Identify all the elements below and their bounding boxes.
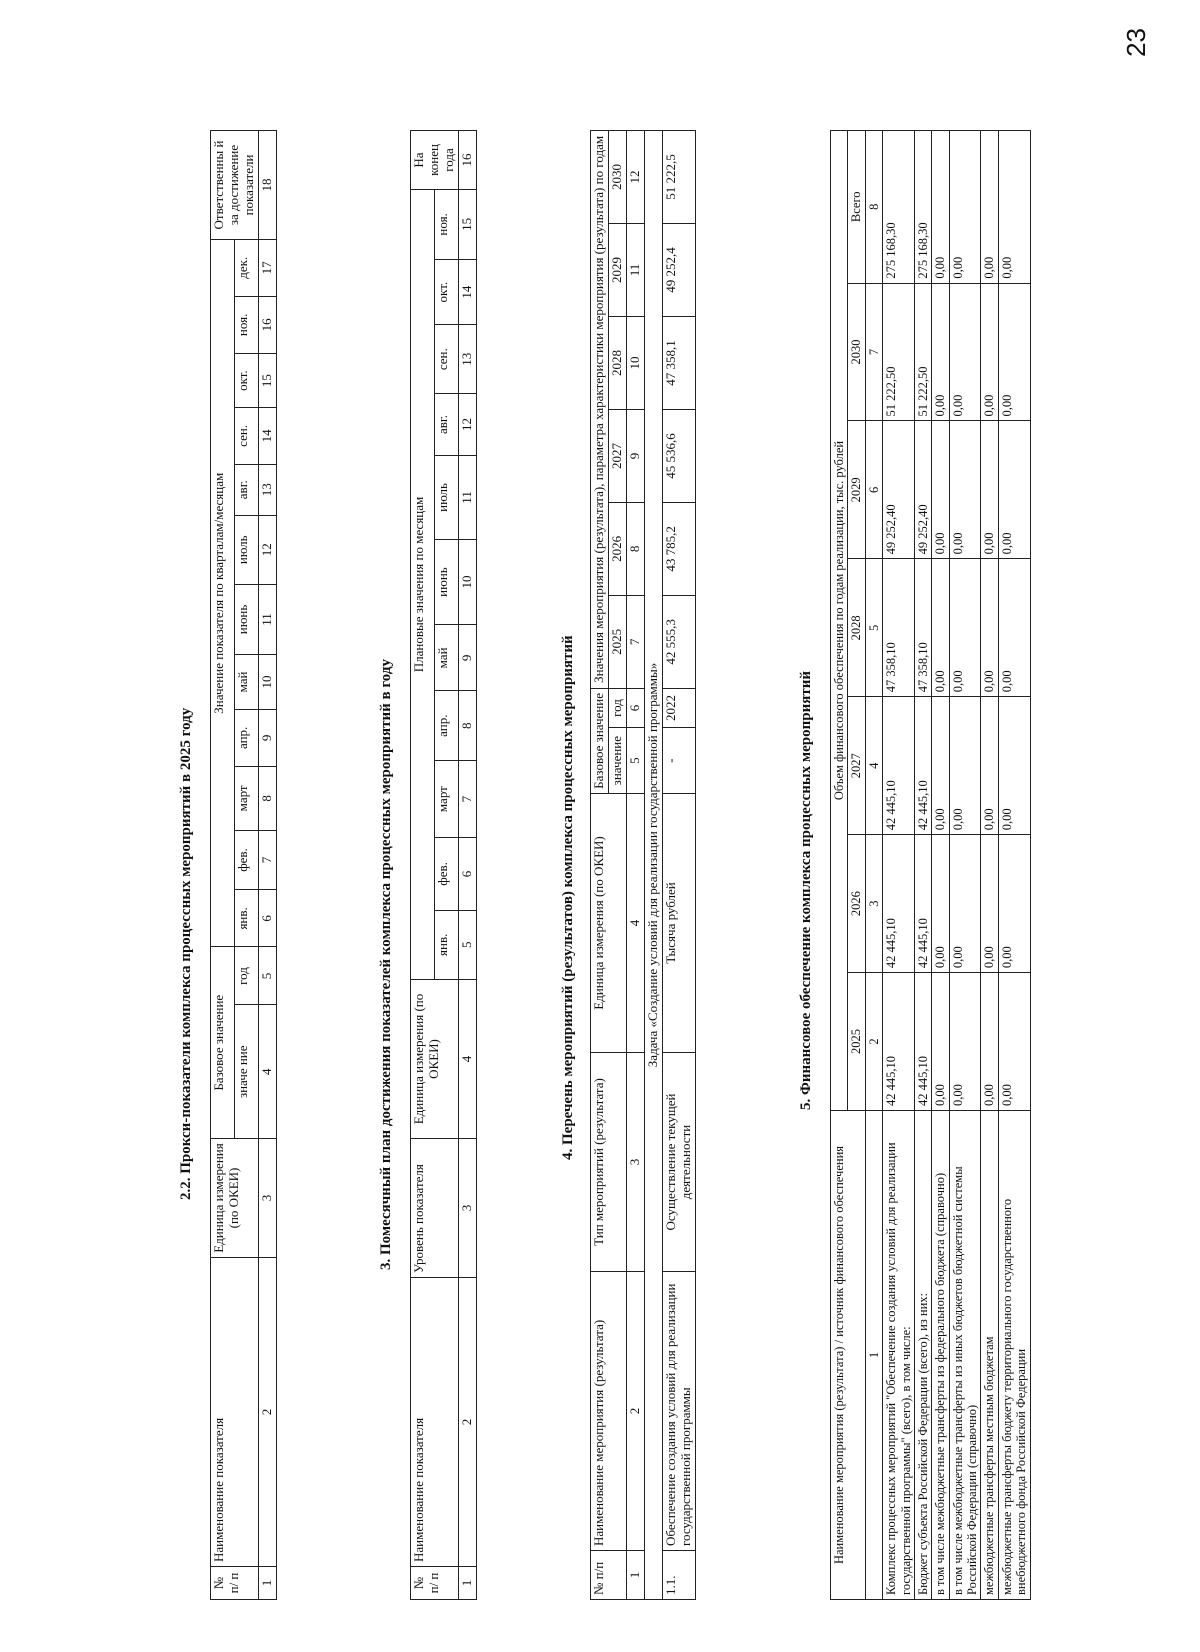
table-row bbox=[981, 131, 998, 1600]
column-number-row bbox=[865, 131, 882, 1600]
row-unit: Тысяча рублей bbox=[662, 794, 695, 1053]
row-value: 0,00 bbox=[932, 835, 949, 973]
section-5-title: 5. Финансовое обеспечение комплекса процессных мероприятий bbox=[798, 671, 814, 1110]
year-header: 2026 bbox=[608, 502, 626, 595]
row-value: 0,00 bbox=[998, 421, 1030, 559]
month-header: июнь bbox=[234, 584, 258, 654]
col-number: 8 bbox=[865, 131, 882, 284]
col-number: 4 bbox=[458, 980, 476, 1139]
row-value: 51 222,50 bbox=[883, 283, 915, 421]
col-number: 1 bbox=[258, 1567, 276, 1600]
row-base-value: - bbox=[662, 728, 695, 794]
col-responsible: Ответственны й за достижение показатели bbox=[211, 131, 259, 240]
row-value: 0,00 bbox=[949, 283, 981, 421]
col-number: 5 bbox=[626, 728, 644, 794]
col-number: 4 bbox=[626, 794, 644, 1053]
col-number: 17 bbox=[258, 240, 276, 297]
col-end-of-year: На конец года bbox=[411, 131, 459, 190]
col-number: 4 bbox=[865, 697, 882, 835]
month-header: ноя. bbox=[434, 190, 458, 260]
row-value: 0,00 bbox=[932, 559, 949, 697]
row-name: Комплекс процессных мероприятий "Обеспечение создания условий для реализации государственной программы" (всего), в том числе: bbox=[883, 1111, 915, 1600]
row-total: 275 168,30 bbox=[914, 131, 931, 284]
row-name: Бюджет субъекта Российской Федерации (всего), из них: bbox=[914, 1111, 931, 1600]
monthly-plan-table bbox=[410, 130, 477, 1600]
col-number: 16 bbox=[458, 131, 476, 190]
col-number: 10 bbox=[258, 655, 276, 710]
row-value: 47 358,10 bbox=[883, 559, 915, 697]
table-row bbox=[662, 131, 695, 1600]
year-header: 2027 bbox=[608, 409, 626, 502]
month-header: июль bbox=[434, 456, 458, 540]
year-header: 2030 bbox=[848, 283, 865, 421]
col-number: 11 bbox=[258, 584, 276, 654]
col-number: 8 bbox=[458, 691, 476, 760]
table-row bbox=[932, 131, 949, 1600]
col-number: 3 bbox=[258, 1139, 276, 1258]
year-header: 2025 bbox=[848, 973, 865, 1111]
row-no: 1.1. bbox=[662, 1551, 695, 1600]
row-value: 0,00 bbox=[949, 421, 981, 559]
month-header: сен. bbox=[434, 325, 458, 394]
row-value: 0,00 bbox=[981, 973, 998, 1111]
col-plan: Плановые значения по месяцам bbox=[411, 190, 435, 980]
col-number: 2 bbox=[258, 1258, 276, 1567]
row-value: 0,00 bbox=[949, 973, 981, 1111]
row-total: 0,00 bbox=[949, 131, 981, 284]
col-number: 3 bbox=[865, 835, 882, 973]
col-base-value: значение bbox=[608, 728, 626, 794]
col-base: Базовое значение bbox=[211, 947, 235, 1139]
row-value: 0,00 bbox=[932, 973, 949, 1111]
measures-list-table bbox=[590, 130, 696, 1600]
row-value: 0,00 bbox=[981, 283, 998, 421]
page-number: 23 bbox=[1121, 28, 1151, 57]
table-row bbox=[914, 131, 931, 1600]
col-number: 14 bbox=[458, 259, 476, 325]
col-number: 1 bbox=[865, 1111, 882, 1600]
row-value: 49 252,4 bbox=[662, 224, 695, 317]
row-value: 42 555,3 bbox=[662, 595, 695, 688]
col-base: Базовое значение bbox=[591, 688, 609, 793]
row-value: 42 445,10 bbox=[883, 697, 915, 835]
col-name: Наименование мероприятия (результата) / источник финансового обеспечения bbox=[831, 1111, 866, 1600]
col-number: 9 bbox=[626, 409, 644, 502]
col-number: 7 bbox=[865, 283, 882, 421]
column-number-row bbox=[258, 131, 276, 1600]
column-number-row bbox=[458, 131, 476, 1600]
col-number: 4 bbox=[258, 1005, 276, 1139]
col-number: 3 bbox=[626, 1053, 644, 1272]
month-header: янв. bbox=[434, 910, 458, 979]
table-row bbox=[883, 131, 915, 1600]
col-number: 11 bbox=[458, 456, 476, 540]
col-number: 12 bbox=[258, 515, 276, 584]
col-name: Наименование показателя bbox=[211, 1258, 259, 1567]
col-name: Наименование мероприятия (результата) bbox=[591, 1272, 627, 1551]
col-number: 18 bbox=[258, 131, 276, 240]
section-2-2-title: 2.2. Прокси-показатели комплекса процессных мероприятий в 2025 году bbox=[178, 707, 194, 1200]
col-number: 15 bbox=[258, 354, 276, 408]
row-value: 0,00 bbox=[998, 697, 1030, 835]
col-number: 8 bbox=[258, 766, 276, 830]
table-row bbox=[949, 131, 981, 1600]
section-3-title: 3. Помесячный план достижения показателей комплекса процессных мероприятий в году bbox=[378, 659, 394, 1270]
col-number: 7 bbox=[626, 595, 644, 688]
row-value: 51 222,50 bbox=[914, 283, 931, 421]
col-number: 1 bbox=[626, 1551, 644, 1600]
row-value: 0,00 bbox=[981, 421, 998, 559]
row-name: в том числе межбюджетные трансферты из иных бюджетов бюджетной системы Российской Федерации (справочно) bbox=[949, 1111, 981, 1600]
month-header: авг. bbox=[234, 464, 258, 515]
col-base-year: год bbox=[234, 947, 258, 1005]
col-no: № п/ п bbox=[211, 1567, 259, 1600]
row-value: 0,00 bbox=[932, 697, 949, 835]
year-header: 2028 bbox=[608, 317, 626, 410]
table-row bbox=[998, 131, 1030, 1600]
col-number: 15 bbox=[458, 190, 476, 260]
financing-table bbox=[830, 130, 1031, 1600]
month-header: окт. bbox=[434, 259, 458, 325]
col-unit: Единица измерения (по ОКЕИ) bbox=[211, 1139, 259, 1258]
col-number: 6 bbox=[458, 838, 476, 910]
col-name: Наименование показателя bbox=[411, 1278, 459, 1567]
row-total: 275 168,30 bbox=[883, 131, 915, 284]
col-number: 2 bbox=[865, 973, 882, 1111]
col-number: 8 bbox=[626, 502, 644, 595]
col-unit: Единица измерения (по ОКЕИ) bbox=[591, 794, 627, 1053]
month-header: апр. bbox=[234, 709, 258, 766]
month-header: июль bbox=[234, 515, 258, 584]
row-value: 49 252,40 bbox=[883, 421, 915, 559]
row-value: 0,00 bbox=[998, 835, 1030, 973]
col-number: 13 bbox=[458, 325, 476, 394]
col-values: Значение показателя по кварталам/месяцам bbox=[211, 240, 235, 947]
col-number: 13 bbox=[258, 464, 276, 515]
column-number-row bbox=[626, 131, 644, 1600]
col-number: 12 bbox=[626, 131, 644, 224]
row-value: 51 222,5 bbox=[662, 131, 695, 224]
col-number: 7 bbox=[458, 760, 476, 837]
month-header: янв. bbox=[234, 890, 258, 947]
row-name: межбюджетные трансферты местным бюджетам bbox=[981, 1111, 998, 1600]
col-number: 2 bbox=[458, 1278, 476, 1567]
col-no: № п/ п bbox=[411, 1567, 459, 1600]
col-number: 5 bbox=[258, 947, 276, 1005]
row-value: 42 445,10 bbox=[914, 973, 931, 1111]
month-header: сен. bbox=[234, 408, 258, 464]
row-total: 0,00 bbox=[932, 131, 949, 284]
col-base-value: значе ние bbox=[234, 1005, 258, 1139]
row-value: 0,00 bbox=[998, 559, 1030, 697]
month-header: май bbox=[234, 655, 258, 710]
rotated-page-content bbox=[60, 70, 1160, 1630]
col-no: № п/п bbox=[591, 1551, 627, 1600]
row-value: 42 445,10 bbox=[883, 835, 915, 973]
col-number: 14 bbox=[258, 408, 276, 464]
month-header: апр. bbox=[434, 691, 458, 760]
row-name: Обеспечение создания условий для реализации государственной программы bbox=[662, 1272, 695, 1551]
row-value: 42 445,10 bbox=[914, 697, 931, 835]
col-total: Всего bbox=[848, 131, 865, 284]
col-number: 6 bbox=[626, 688, 644, 727]
month-header: авг. bbox=[434, 393, 458, 455]
row-value: 0,00 bbox=[949, 835, 981, 973]
row-value: 0,00 bbox=[949, 559, 981, 697]
col-level: Уровень показателя bbox=[411, 1139, 459, 1278]
col-base-year: год bbox=[608, 688, 626, 727]
col-number: 9 bbox=[258, 709, 276, 766]
task-label: Задача «Создание условий для реализации государственной программы» bbox=[644, 131, 662, 1600]
month-header: фев. bbox=[434, 838, 458, 910]
month-header: фев. bbox=[234, 830, 258, 890]
row-value: 0,00 bbox=[981, 559, 998, 697]
month-header: июнь bbox=[434, 539, 458, 624]
row-value: 0,00 bbox=[981, 835, 998, 973]
month-header: ноя. bbox=[234, 296, 258, 353]
col-number: 10 bbox=[626, 317, 644, 410]
year-header: 2028 bbox=[848, 559, 865, 697]
row-value: 0,00 bbox=[932, 283, 949, 421]
row-value: 0,00 bbox=[949, 697, 981, 835]
col-values: Значения мероприятия (результата), параметра характеристики мероприятия (результата) по годам bbox=[591, 131, 609, 689]
col-number: 12 bbox=[458, 393, 476, 455]
row-value: 47 358,10 bbox=[914, 559, 931, 697]
row-value: 45 536,6 bbox=[662, 409, 695, 502]
year-header: 2025 bbox=[608, 595, 626, 688]
row-total: 0,00 bbox=[998, 131, 1030, 284]
row-value: 49 252,40 bbox=[914, 421, 931, 559]
col-unit: Единица измерения (по ОКЕИ) bbox=[411, 980, 459, 1139]
row-value: 0,00 bbox=[998, 283, 1030, 421]
col-number: 16 bbox=[258, 296, 276, 353]
row-value: 0,00 bbox=[998, 973, 1030, 1111]
year-header: 2030 bbox=[608, 131, 626, 224]
row-value: 0,00 bbox=[932, 421, 949, 559]
month-header: май bbox=[434, 625, 458, 691]
month-header: март bbox=[234, 766, 258, 830]
row-value: 42 445,10 bbox=[914, 835, 931, 973]
row-type: Осуществление текущей деятельности bbox=[662, 1053, 695, 1272]
month-header: дек. bbox=[234, 240, 258, 297]
col-number: 10 bbox=[458, 539, 476, 624]
col-number: 1 bbox=[458, 1567, 476, 1600]
col-number: 7 bbox=[258, 830, 276, 890]
year-header: 2026 bbox=[848, 835, 865, 973]
col-number: 11 bbox=[626, 224, 644, 317]
col-number: 5 bbox=[865, 559, 882, 697]
col-type: Тип мероприятий (результата) bbox=[591, 1053, 627, 1272]
year-header: 2029 bbox=[848, 421, 865, 559]
proxy-indicators-table bbox=[210, 130, 277, 1600]
row-total: 0,00 bbox=[981, 131, 998, 284]
task-row bbox=[644, 131, 662, 1600]
col-number: 5 bbox=[458, 910, 476, 979]
col-number: 6 bbox=[258, 890, 276, 947]
col-number: 9 bbox=[458, 625, 476, 691]
col-number: 6 bbox=[865, 421, 882, 559]
row-name: межбюджетные трансферты бюджету территориального государственного внебюджетного фонда Российской Федерации bbox=[998, 1111, 1030, 1600]
month-header: окт. bbox=[234, 354, 258, 408]
row-value: 0,00 bbox=[981, 697, 998, 835]
section-4-title: 4. Перечень мероприятий (результатов) комплекса процессных мероприятий bbox=[560, 635, 576, 1160]
row-name: в том числе межбюджетные трансферты из федерального бюджета (справочно) bbox=[932, 1111, 949, 1600]
year-header: 2027 bbox=[848, 697, 865, 835]
col-volume: Объем финансового обеспечения по годам реализации, тыс. рублей bbox=[831, 131, 848, 1111]
col-number: 2 bbox=[626, 1272, 644, 1551]
col-number: 3 bbox=[458, 1139, 476, 1278]
row-value: 47 358,1 bbox=[662, 317, 695, 410]
row-base-year: 2022 bbox=[662, 688, 695, 727]
row-value: 43 785,2 bbox=[662, 502, 695, 595]
year-header: 2029 bbox=[608, 224, 626, 317]
row-value: 42 445,10 bbox=[883, 973, 915, 1111]
month-header: март bbox=[434, 760, 458, 837]
